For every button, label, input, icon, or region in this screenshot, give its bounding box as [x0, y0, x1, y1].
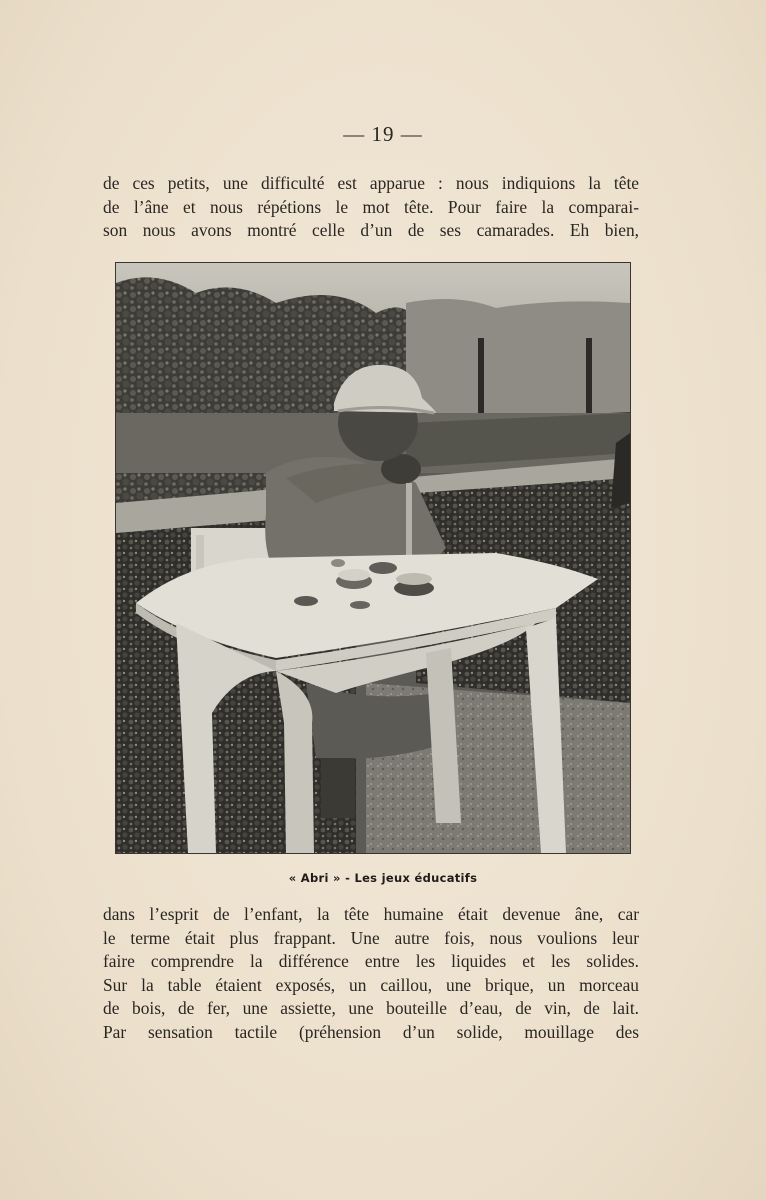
photograph	[116, 263, 630, 853]
text-line: de bois, de fer, une assiette, une bouteille d’eau, de vin, de lait.	[103, 998, 639, 1019]
page-number: — 19 —	[343, 122, 423, 146]
text-line: de l’âne et nous répétions le mot tête. Pour faire la comparai-	[103, 196, 639, 217]
text-line: Sur la table étaient exposés, un caillou, une brique, un morceau	[103, 974, 639, 995]
text-line: de ces petits, une difficulté est apparue : nous indiquions la tête	[103, 173, 639, 193]
photograph-illustration	[116, 263, 630, 853]
text-line: dans l’esprit de l’enfant, la tête humaine était devenue âne, car	[103, 904, 639, 924]
paragraph-bottom	[103, 903, 639, 1045]
text-line: le terme était plus frappant. Une autre fois, nous voulions leur	[103, 927, 639, 948]
text-line: faire comprendre la différence entre les liquides et les solides.	[103, 951, 639, 972]
text-line: son nous avons montré celle d’un de ses camarades. Eh bien,	[103, 220, 639, 241]
text-line: Par sensation tactile (préhension d’un solide, mouillage des	[103, 1021, 639, 1042]
paragraph-top	[103, 172, 639, 243]
photo-caption: « Abri » - Les jeux éducatifs	[288, 871, 478, 885]
